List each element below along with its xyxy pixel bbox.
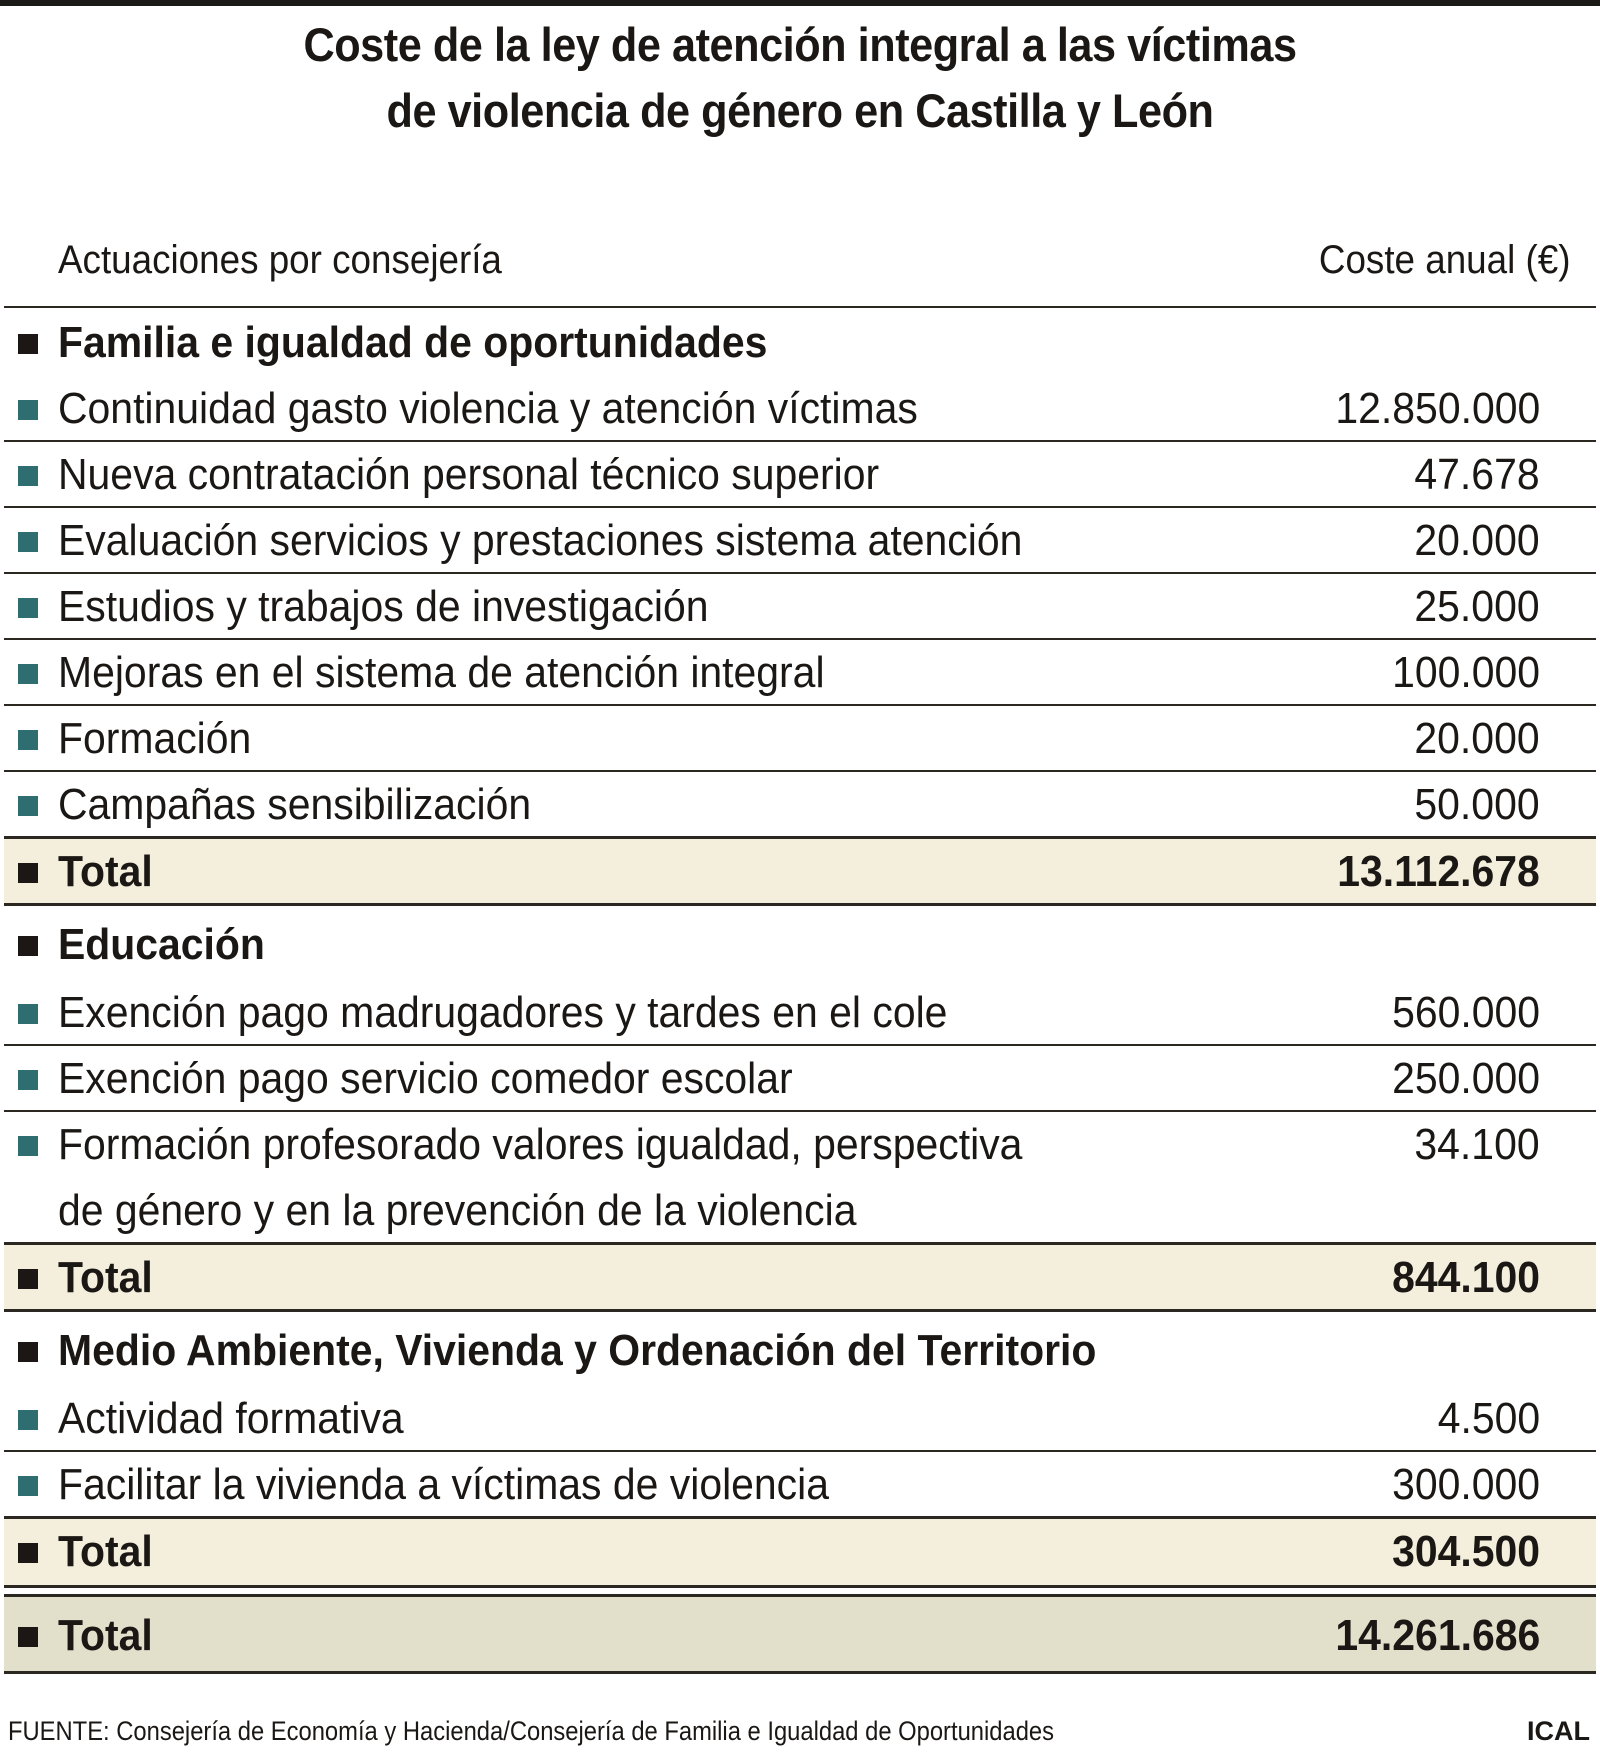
section-total-row — [4, 1516, 1596, 1588]
square-bullet-icon — [18, 400, 38, 420]
table-row — [4, 574, 1596, 640]
row-label: Formación profesorado valores igualdad, perspectiva — [58, 1120, 1023, 1169]
square-bullet-icon — [18, 532, 38, 552]
row-label: Evaluación servicios y prestaciones sistema atención — [58, 516, 1023, 565]
table-row — [4, 1046, 1596, 1112]
row-value: 300.000 — [1392, 1460, 1540, 1509]
section-total-row — [4, 836, 1596, 906]
square-bullet-icon — [18, 466, 38, 486]
row-label: Exención pago servicio comedor escolar — [58, 1054, 793, 1103]
top-rule — [0, 0, 1600, 6]
total-label: Total — [58, 847, 153, 896]
table-row — [4, 772, 1596, 836]
table-row — [4, 442, 1596, 508]
table-row — [4, 1452, 1596, 1516]
square-bullet-icon — [18, 1627, 38, 1647]
section-total-row — [4, 1242, 1596, 1312]
table-row — [4, 508, 1596, 574]
total-label: Total — [58, 1253, 153, 1302]
title-line-2: de violencia de género en Castilla y León — [386, 84, 1214, 137]
square-bullet-icon — [18, 1543, 38, 1563]
chart-title — [64, 12, 1536, 144]
square-bullet-icon — [18, 863, 38, 883]
title-line-1: Coste de la ley de atención integral a las víctimas — [303, 18, 1297, 71]
square-bullet-icon — [18, 730, 38, 750]
column-header-actions: Actuaciones por consejería — [58, 238, 502, 282]
row-value: 47.678 — [1414, 450, 1540, 499]
row-label: Continuidad gasto violencia y atención víctimas — [58, 384, 918, 433]
row-value: 560.000 — [1392, 988, 1540, 1037]
square-bullet-icon — [18, 334, 38, 354]
row-label: Campañas sensibilización — [58, 780, 532, 829]
row-label: Formación — [58, 714, 252, 763]
row-value: 20.000 — [1414, 516, 1540, 565]
row-value: 100.000 — [1392, 648, 1540, 697]
row-label: Estudios y trabajos de investigación — [58, 582, 709, 631]
square-bullet-icon — [18, 1004, 38, 1024]
row-value: 4.500 — [1437, 1394, 1540, 1443]
square-bullet-icon — [18, 1476, 38, 1496]
source-note: FUENTE: Consejería de Economía y Hacienda/Consejería de Familia e Igualdad de Oportunidades — [8, 1716, 1055, 1746]
total-label: Total — [58, 1527, 153, 1576]
section-title: Medio Ambiente, Vivienda y Ordenación del Territorio — [58, 1326, 1097, 1375]
table-row — [4, 1386, 1596, 1452]
table-row — [4, 376, 1596, 442]
section-title: Educación — [58, 920, 265, 969]
square-bullet-icon — [18, 796, 38, 816]
row-label-continued: de género y en la prevención de la violencia — [58, 1186, 857, 1235]
row-label: Facilitar la vivienda a víctimas de violencia — [58, 1460, 829, 1509]
square-bullet-icon — [18, 1342, 38, 1362]
square-bullet-icon — [18, 936, 38, 956]
brand-label: ICAL — [1527, 1716, 1590, 1746]
cost-table — [4, 310, 1596, 1674]
square-bullet-icon — [18, 1070, 38, 1090]
grand-total-row — [4, 1594, 1596, 1674]
section-header-educacion — [4, 906, 1596, 980]
row-value: 34.100 — [1414, 1120, 1540, 1169]
total-value: 304.500 — [1392, 1527, 1540, 1576]
row-value: 250.000 — [1392, 1054, 1540, 1103]
total-value: 13.112.678 — [1337, 847, 1540, 896]
row-label: Exención pago madrugadores y tardes en el cole — [58, 988, 948, 1037]
square-bullet-icon — [18, 1269, 38, 1289]
section-header-familia — [4, 310, 1596, 376]
square-bullet-icon — [18, 664, 38, 684]
section-header-medio-ambiente — [4, 1312, 1596, 1386]
row-value: 12.850.000 — [1335, 384, 1540, 433]
grand-total-value: 14.261.686 — [1335, 1611, 1540, 1660]
header-divider — [4, 306, 1596, 308]
row-value: 20.000 — [1414, 714, 1540, 763]
row-label: Mejoras en el sistema de atención integral — [58, 648, 825, 697]
row-value: 25.000 — [1414, 582, 1540, 631]
column-header-cost: Coste anual (€) — [1318, 238, 1570, 282]
table-row — [4, 640, 1596, 706]
table-row — [4, 980, 1596, 1046]
square-bullet-icon — [18, 1410, 38, 1430]
total-value: 844.100 — [1392, 1253, 1540, 1302]
table-row — [4, 1112, 1596, 1242]
section-title: Familia e igualdad de oportunidades — [58, 318, 768, 367]
row-value: 50.000 — [1414, 780, 1540, 829]
row-label: Nueva contratación personal técnico superior — [58, 450, 880, 499]
row-label: Actividad formativa — [58, 1394, 404, 1443]
grand-total-label: Total — [58, 1611, 153, 1660]
square-bullet-icon — [18, 1136, 38, 1156]
table-row — [4, 706, 1596, 772]
square-bullet-icon — [18, 598, 38, 618]
